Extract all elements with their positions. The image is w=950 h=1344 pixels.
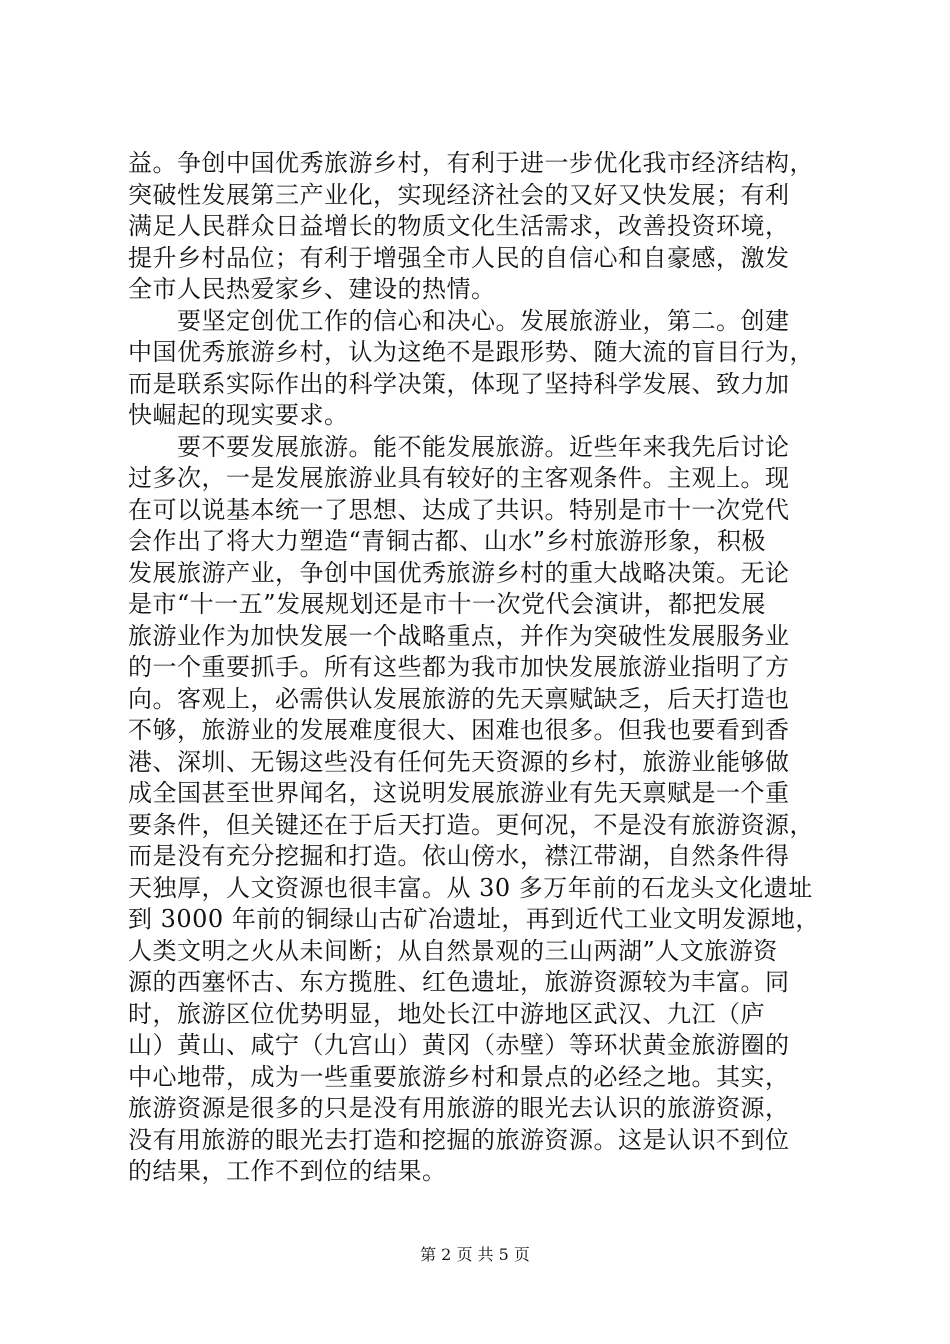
text-line: 源的西塞怀古、东方揽胜、红色遗址，旅游资源较为丰富。同 — [128, 968, 790, 996]
text-line: 快崛起的现实要求。 — [128, 401, 349, 429]
text-line: 到 3000 年前的铜绿山古矿冶遗址，再到近代工业文明发源地， — [128, 905, 820, 933]
text-line: 要坚定创优工作的信心和决心。发展旅游业，第二。创建 — [128, 306, 790, 335]
body-text — [128, 148, 836, 1188]
page-number-footer: 第 2 页 共 5 页 — [420, 1245, 530, 1264]
text-line: 的一个重要抓手。所有这些都为我市加快发展旅游业指明了方 — [128, 653, 790, 681]
text-line: 旅游业作为加快发展一个战略重点，并作为突破性发展服务业 — [128, 621, 790, 650]
text-line: 益。争创中国优秀旅游乡村，有利于进一步优化我市经济结构， — [128, 149, 814, 177]
text-line: 满足人民群众日益增长的物质文化生活需求，改善投资环境， — [128, 212, 790, 240]
text-line: 是市“十一五”发展规划还是市十一次党代会演讲，都把发展 — [128, 590, 767, 618]
text-line: 成全国甚至世界闻名，这说明发展旅游业有先天禀赋是一个重 — [128, 779, 790, 807]
text-line: 而是联系实际作出的科学决策，体现了坚持科学发展、致力加 — [128, 369, 790, 398]
text-line: 山）黄山、咸宁（九宫山）黄冈（赤壁）等环状黄金旅游圈的 — [128, 1031, 790, 1059]
text-line: 在可以说基本统一了思想、达成了共识。特别是市十一次党代 — [128, 495, 790, 524]
text-line: 过多次，一是发展旅游业具有较好的主客观条件。主观上。现 — [128, 464, 790, 492]
text-line: 天独厚，人文资源也很丰富。从 30 多万年前的石龙头文化遗址 — [128, 873, 813, 902]
text-line: 港、深圳、无锡这些没有任何先天资源的乡村，旅游业能够做 — [128, 747, 790, 776]
text-line: 要条件，但关键还在于后天打造。更何况，不是没有旅游资源， — [128, 810, 814, 839]
text-line: 中心地带，成为一些重要旅游乡村和景点的必经之地。其实， — [128, 1062, 790, 1091]
text-line: 突破性发展第三产业化，实现经济社会的又好又快发展；有利 — [128, 180, 790, 209]
text-line: 旅游资源是很多的只是没有用旅游的眼光去认识的旅游资源， — [128, 1094, 790, 1122]
text-line: 时，旅游区位优势明显，地处长江中游地区武汉、九江（庐 — [128, 999, 765, 1028]
text-line: 不够，旅游业的发展难度很大、困难也很多。但我也要看到香 — [128, 716, 790, 744]
text-line: 而是没有充分挖掘和打造。依山傍水，襟江带湖，自然条件得 — [128, 842, 790, 870]
text-line: 全市人民热爱家乡、建设的热情。 — [128, 275, 496, 303]
text-line: 没有用旅游的眼光去打造和挖掘的旅游资源。这是认识不到位 — [128, 1125, 790, 1154]
text-line: 人类文明之火从未间断；从自然景观的三山两湖”人文旅游资 — [128, 936, 778, 965]
text-line: 发展旅游产业，争创中国优秀旅游乡村的重大战略决策。无论 — [128, 558, 790, 587]
text-line: 向。客观上，必需供认发展旅游的先天禀赋缺乏，后天打造也 — [128, 684, 790, 713]
text-line: 中国优秀旅游乡村，认为这绝不是跟形势、随大流的盲目行为， — [128, 338, 814, 366]
text-line: 要不要发展旅游。能不能发展旅游。近些年来我先后讨论 — [128, 432, 790, 461]
text-line: 的结果，工作不到位的结果。 — [128, 1157, 447, 1185]
text-line: 会作出了将大力塑造“青铜古都、山水”乡村旅游形象，积极 — [128, 527, 767, 555]
text-line: 提升乡村品位；有利于增强全市人民的自信心和自豪感，激发 — [128, 243, 790, 272]
